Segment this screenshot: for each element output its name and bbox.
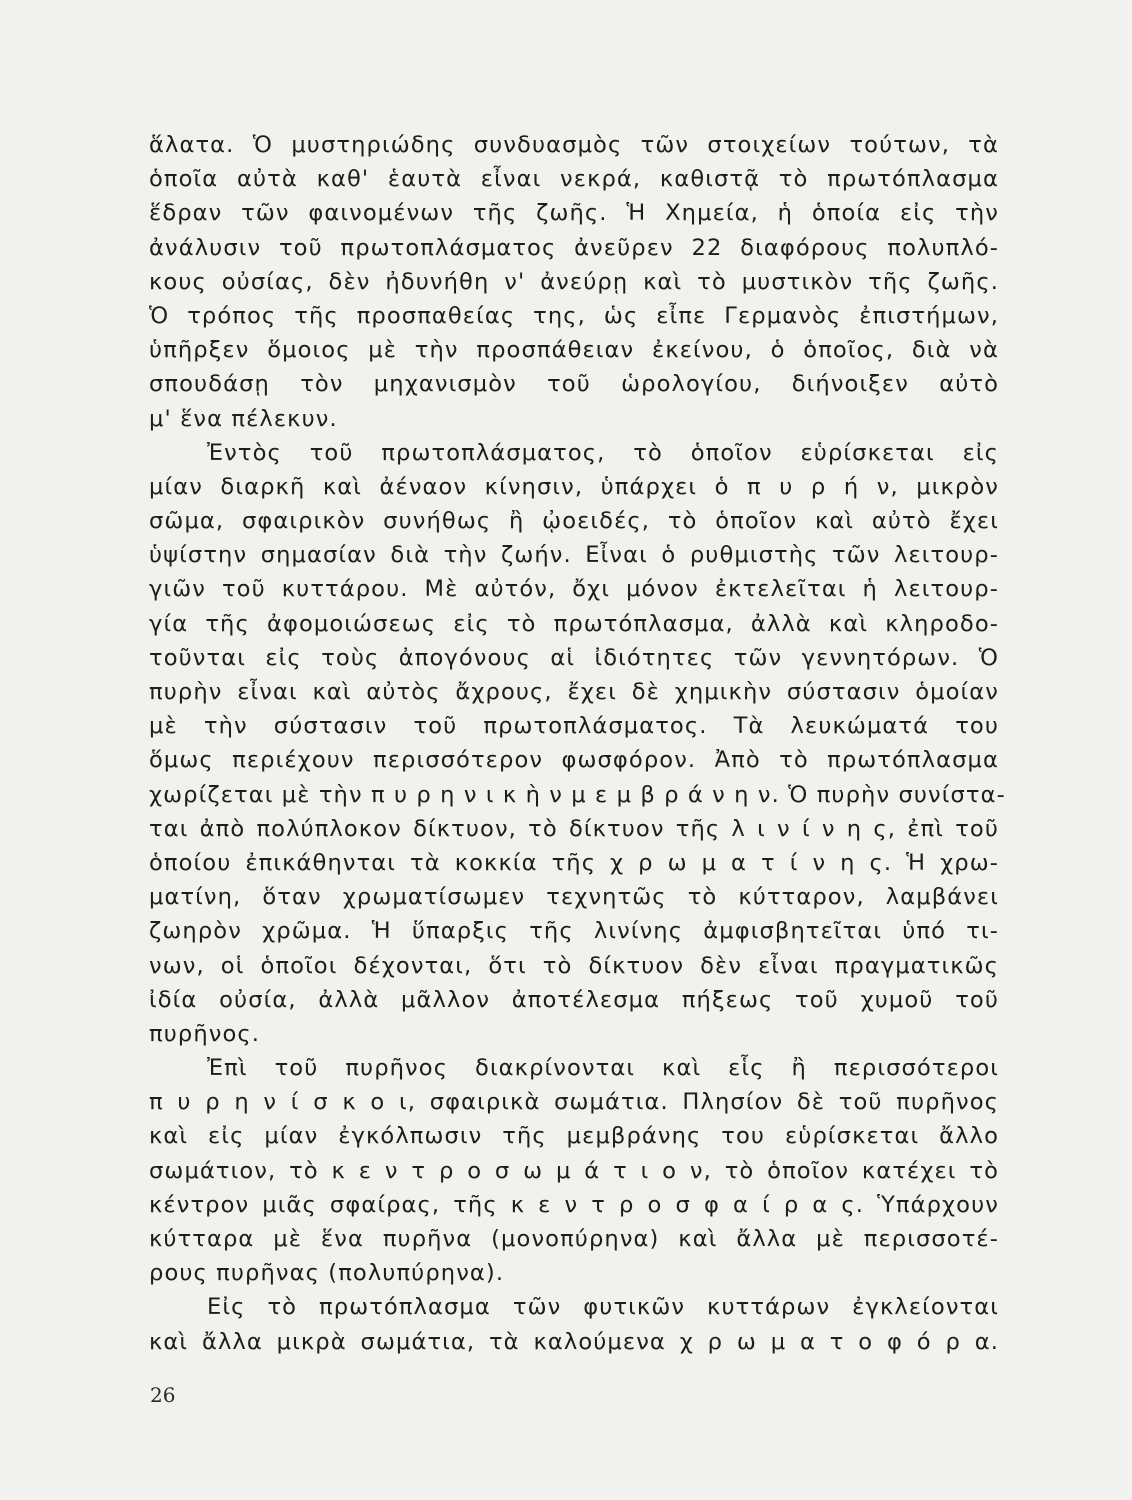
page-number: 26: [150, 1383, 176, 1407]
text-line: ὑψίστην σημασίαν διὰ τὴν ζωήν. Εἶναι ὁ ρυθμιστὴς τῶν λειτουρ-: [149, 542, 999, 569]
text-line: Εἰς τὸ πρωτόπλασμα τῶν φυτικῶν κυττάρων ἐγκλείονται: [207, 1294, 999, 1321]
text-line: τοῦνται εἰς τοὺς ἀπογόνους αἱ ἰδιότητες τῶν γεννητόρων. Ὁ: [149, 644, 999, 671]
paragraph: [149, 436, 1006, 1051]
text-line: καὶ εἰς μίαν ἐγκόλπωσιν τῆς μεμβράνης του εὑρίσκεται ἄλλο: [149, 1123, 999, 1150]
text-line: γία τῆς ἀφομοιώσεως εἰς τὸ πρωτόπλασμα, ἀλλὰ καὶ κληροδο-: [149, 610, 999, 637]
text-line: σῶμα, σφαιρικὸν συνήθως ἢ ᾠοειδές, τὸ ὁποῖον καὶ αὐτὸ ἔχει: [149, 508, 999, 535]
text-line: π υ ρ η ν ί σ κ ο ι, σφαιρικὰ σωμάτια. Πλησίον δὲ τοῦ πυρῆνος: [149, 1089, 999, 1116]
text-line: ὁποίου ἐπικάθηνται τὰ κοκκία τῆς χ ρ ω μ α τ ί ν η ς. Ἡ χρω-: [149, 849, 999, 876]
text-line: ζωηρὸν χρῶμα. Ἡ ὕπαρξις τῆς λινίνης ἀμφισβητεῖται ὑπό τι-: [149, 918, 999, 945]
text-line: ται ἀπὸ πολύπλοκον δίκτυον, τὸ δίκτυον τῆς λ ι ν ί ν η ς, ἐπὶ τοῦ: [149, 815, 999, 842]
text-line: ὁποῖα αὐτὰ καθ' ἑαυτὰ εἶναι νεκρά, καθιστᾷ τὸ πρωτόπλασμα: [149, 166, 999, 193]
text-line: γιῶν τοῦ κυττάρου. Μὲ αὐτόν, ὄχι μόνον ἐκτελεῖται ἡ λειτουρ-: [149, 576, 999, 603]
text-line: Ἐντὸς τοῦ πρωτοπλάσματος, τὸ ὁποῖον εὑρίσκεται εἰς: [207, 439, 999, 466]
text-line: χωρίζεται μὲ τὴν π υ ρ η ν ι κ ὴ ν μ ε μ β ρ ά ν η ν. Ὁ πυρὴν συνίστα-: [149, 781, 1006, 808]
text-line: πυρὴν εἶναι καὶ αὐτὸς ἄχρους, ἔχει δὲ χημικὴν σύστασιν ὁμοίαν: [149, 679, 999, 705]
text-line: πυρῆνος.: [149, 1020, 261, 1047]
text-line: μὲ τὴν σύστασιν τοῦ πρωτοπλάσματος. Τὰ λευκώματά του: [149, 713, 999, 740]
text-line: κύτταρα μὲ ἕνα πυρῆνα (μονοπύρηνα) καὶ ἄλλα μὲ περισσοτέ-: [149, 1226, 999, 1252]
text-line: νων, οἱ ὁποῖοι δέχονται, ὅτι τὸ δίκτυον δὲν εἶναι πραγματικῶς: [149, 952, 999, 979]
text-line: σπουδάσῃ τὸν μηχανισμὸν τοῦ ὡρολογίου, διήνοιξεν αὐτὸ: [149, 371, 999, 398]
text-line: ὑπῆρξεν ὅμοιος μὲ τὴν προσπάθειαν ἐκείνου, ὁ ὁποῖος, διὰ νὰ: [149, 337, 999, 364]
text-line: κους οὐσίας, δὲν ἠδυνήθη ν' ἀνεύρῃ καὶ τὸ μυστικὸν τῆς ζωῆς.: [149, 268, 999, 295]
text-line: Ὁ τρόπος τῆς προσπαθείας της, ὡς εἶπε Γερμανὸς ἐπιστήμων,: [149, 302, 999, 329]
text-line: ἰδία οὐσία, ἀλλὰ μᾶλλον ἀποτέλεσμα πήξεως τοῦ χυμοῦ τοῦ: [149, 986, 999, 1013]
text-line: ματίνη, ὅταν χρωματίσωμεν τεχνητῶς τὸ κύτταρον, λαμβάνει: [149, 884, 999, 911]
paragraph: [149, 1290, 999, 1358]
text-line: κέντρον μιᾶς σφαίρας, τῆς κ ε ν τ ρ ο σ φ α ί ρ α ς. Ὑπάρχουν: [149, 1191, 999, 1218]
paragraph: [149, 128, 999, 436]
text-line: ὅμως περιέχουν περισσότερον φωσφόρον. Ἀπὸ τὸ πρωτόπλασμα: [149, 747, 999, 774]
text-line: σωμάτιον, τὸ κ ε ν τ ρ ο σ ω μ ά τ ι ο ν, τὸ ὁποῖον κατέχει τὸ: [149, 1157, 999, 1184]
text-line: ἀνάλυσιν τοῦ πρωτοπλάσματος ἀνεῦρεν 22 διαφόρους πολυπλό-: [149, 234, 999, 261]
text-line: καὶ ἄλλα μικρὰ σωμάτια, τὰ καλούμενα χ ρ ω μ α τ ο φ ό ρ α.: [149, 1328, 999, 1355]
text-line: Ἐπὶ τοῦ πυρῆνος διακρίνονται καὶ εἷς ἢ περισσότεροι: [207, 1055, 999, 1082]
text-line: ἅλατα. Ὁ μυστηριώδης συνδυασμὸς τῶν στοιχείων τούτων, τὰ: [149, 132, 999, 158]
text-line: ἕδραν τῶν φαινομένων τῆς ζωῆς. Ἡ Χημεία, ἡ ὁποία εἰς τὴν: [149, 200, 999, 227]
text-line: μίαν διαρκῆ καὶ ἀέναον κίνησιν, ὑπάρχει ὁ π υ ρ ή ν, μικρὸν: [149, 473, 999, 500]
paragraph: [149, 1051, 999, 1290]
text-line: ρους πυρῆνας (πολυπύρηνα).: [149, 1260, 505, 1287]
text-line: μ' ἕνα πέλεκυν.: [149, 405, 338, 432]
body-text: [149, 128, 1006, 1359]
